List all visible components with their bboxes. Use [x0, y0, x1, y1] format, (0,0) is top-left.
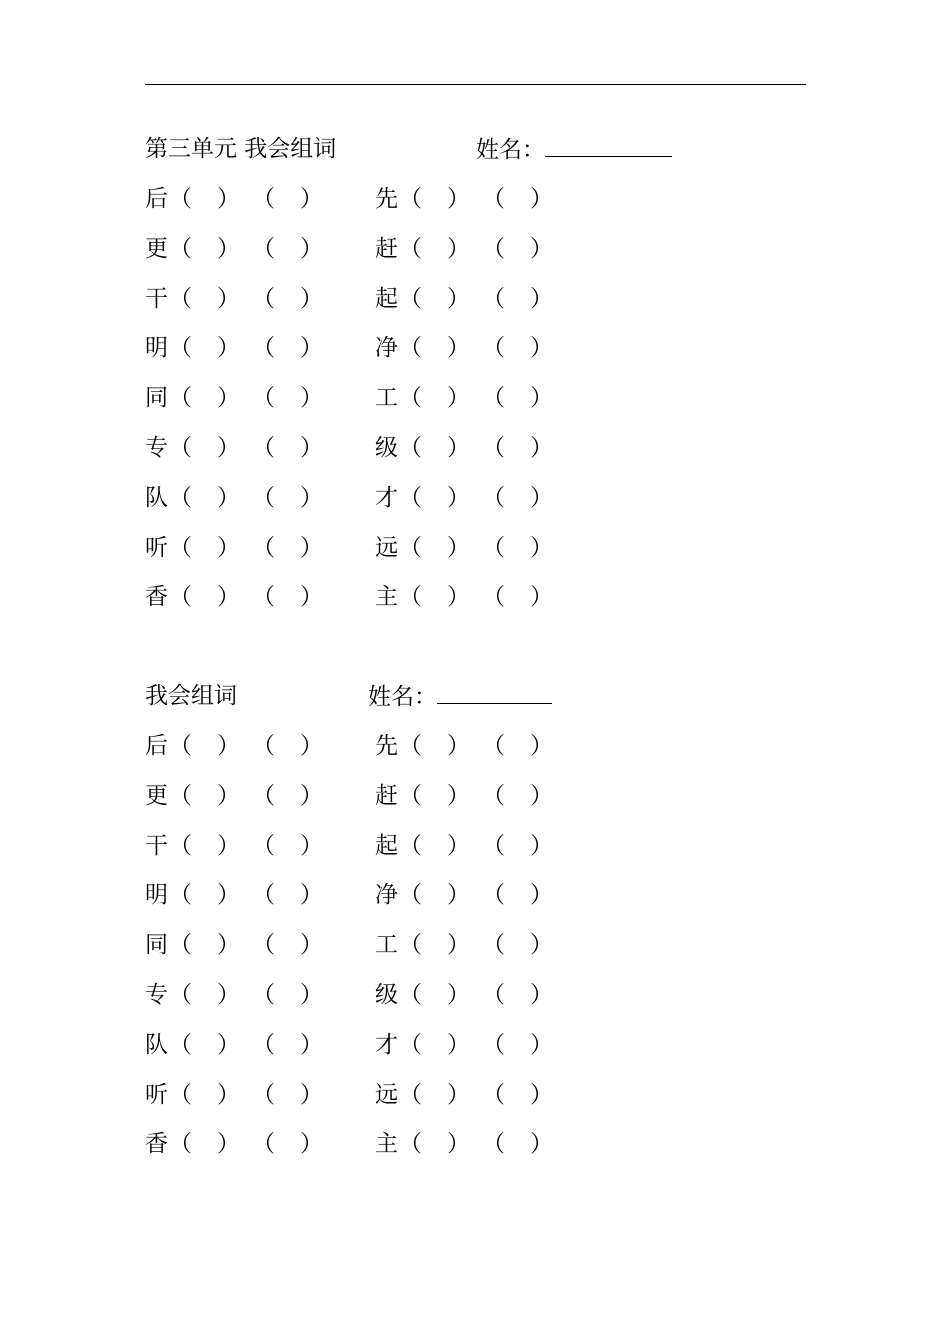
- answer-blank-close[interactable]: ）: [530, 435, 553, 461]
- answer-blank-close[interactable]: ）: [300, 1131, 323, 1158]
- section2-title: [145, 681, 237, 711]
- answer-blank-open[interactable]: （: [399, 335, 422, 362]
- answer-blank-close[interactable]: ）: [447, 932, 470, 959]
- answer-blank-close[interactable]: ）: [217, 782, 240, 809]
- answer-blank-open[interactable]: （: [169, 932, 192, 959]
- section1-row: [145, 533, 565, 563]
- answer-blank-close[interactable]: ）: [300, 385, 323, 412]
- answer-blank-open[interactable]: （: [482, 1031, 505, 1058]
- answer-blank-close[interactable]: ）: [217, 932, 240, 959]
- answer-blank-open[interactable]: （: [252, 832, 275, 859]
- answer-blank-close[interactable]: ）: [217, 733, 240, 759]
- answer-blank-close[interactable]: ）: [447, 882, 470, 909]
- answer-blank-open[interactable]: （: [252, 534, 275, 561]
- answer-blank-open[interactable]: （: [169, 1131, 192, 1158]
- answer-blank-open[interactable]: （: [399, 534, 422, 561]
- answer-blank-close[interactable]: ）: [300, 832, 323, 859]
- section2-row: [145, 1080, 565, 1110]
- answer-blank-open[interactable]: （: [482, 385, 505, 412]
- right-char: 主: [375, 584, 398, 611]
- answer-blank-open[interactable]: （: [169, 1081, 192, 1108]
- answer-blank-open[interactable]: （: [399, 484, 422, 511]
- answer-blank-close[interactable]: ）: [300, 782, 323, 809]
- answer-blank-open[interactable]: （: [252, 186, 275, 212]
- answer-blank-open[interactable]: （: [169, 584, 192, 611]
- answer-blank-close[interactable]: ）: [447, 1031, 470, 1058]
- left-char: 明: [145, 335, 168, 362]
- answer-blank-close[interactable]: ）: [300, 1031, 323, 1058]
- answer-blank-open[interactable]: （: [482, 335, 505, 362]
- answer-blank-close[interactable]: ）: [447, 285, 470, 312]
- answer-blank-open[interactable]: （: [252, 484, 275, 511]
- left-char: 后: [145, 186, 168, 212]
- answer-blank-close[interactable]: ）: [530, 733, 553, 759]
- left-char: 明: [145, 882, 168, 909]
- answer-blank-close[interactable]: ）: [530, 982, 553, 1008]
- answer-blank-open[interactable]: （: [482, 782, 505, 809]
- answer-blank-close[interactable]: ）: [217, 584, 240, 611]
- section2-row: [145, 781, 565, 811]
- answer-blank-open[interactable]: （: [252, 782, 275, 809]
- answer-blank-open[interactable]: （: [252, 1131, 275, 1158]
- answer-blank-close[interactable]: ）: [530, 285, 553, 312]
- section1-name-blank[interactable]: [545, 134, 672, 157]
- answer-blank-close[interactable]: ）: [530, 186, 553, 212]
- answer-blank-open[interactable]: （: [169, 484, 192, 511]
- answer-blank-open[interactable]: （: [399, 1131, 422, 1158]
- answer-blank-open[interactable]: （: [169, 435, 192, 461]
- answer-blank-close[interactable]: ）: [530, 235, 553, 262]
- answer-blank-open[interactable]: （: [482, 584, 505, 611]
- answer-blank-open[interactable]: （: [252, 235, 275, 262]
- section1-row: [145, 433, 565, 463]
- answer-blank-close[interactable]: ）: [217, 484, 240, 511]
- answer-blank-open[interactable]: （: [399, 932, 422, 959]
- answer-blank-close[interactable]: ）: [447, 186, 470, 212]
- answer-blank-close[interactable]: ）: [447, 435, 470, 461]
- right-char: 赶: [375, 782, 398, 809]
- answer-blank-open[interactable]: （: [252, 285, 275, 312]
- answer-blank-close[interactable]: ）: [217, 832, 240, 859]
- left-char: 专: [145, 982, 168, 1008]
- left-char: 更: [145, 235, 168, 262]
- section2-row: [145, 831, 565, 861]
- answer-blank-close[interactable]: ）: [530, 484, 553, 511]
- answer-blank-open[interactable]: （: [169, 186, 192, 212]
- answer-blank-close[interactable]: ）: [217, 335, 240, 362]
- answer-blank-close[interactable]: ）: [217, 982, 240, 1008]
- answer-blank-close[interactable]: ）: [530, 1081, 553, 1108]
- answer-blank-open[interactable]: （: [399, 782, 422, 809]
- answer-blank-close[interactable]: ）: [447, 484, 470, 511]
- answer-blank-open[interactable]: （: [482, 1081, 505, 1108]
- answer-blank-close[interactable]: ）: [530, 932, 553, 959]
- answer-blank-open[interactable]: （: [252, 435, 275, 461]
- answer-blank-open[interactable]: （: [399, 385, 422, 412]
- section1-row: [145, 333, 565, 363]
- answer-blank-open[interactable]: （: [399, 285, 422, 312]
- right-char: 工: [375, 932, 398, 959]
- section2-name-blank[interactable]: [437, 681, 552, 704]
- right-char: 先: [375, 186, 398, 212]
- section2-row: [145, 930, 565, 960]
- answer-blank-open[interactable]: （: [399, 982, 422, 1008]
- answer-blank-open[interactable]: （: [399, 186, 422, 212]
- answer-blank-open[interactable]: （: [399, 584, 422, 611]
- section2-row: [145, 880, 565, 910]
- answer-blank-close[interactable]: ）: [300, 235, 323, 262]
- answer-blank-close[interactable]: ）: [300, 882, 323, 909]
- answer-blank-close[interactable]: ）: [447, 584, 470, 611]
- left-char: 干: [145, 832, 168, 859]
- section1-row: [145, 383, 565, 413]
- answer-blank-close[interactable]: ）: [530, 1031, 553, 1058]
- answer-blank-close[interactable]: ）: [300, 484, 323, 511]
- section2-name-label: 姓名：: [368, 684, 437, 710]
- answer-blank-close[interactable]: ）: [530, 584, 553, 611]
- answer-blank-close[interactable]: ）: [217, 1131, 240, 1158]
- answer-blank-close[interactable]: ）: [447, 782, 470, 809]
- answer-blank-close[interactable]: ）: [447, 1131, 470, 1158]
- answer-blank-close[interactable]: ）: [300, 1081, 323, 1108]
- answer-blank-open[interactable]: （: [399, 733, 422, 759]
- left-char: 香: [145, 584, 168, 611]
- answer-blank-open[interactable]: （: [169, 1031, 192, 1058]
- answer-blank-open[interactable]: （: [482, 285, 505, 312]
- left-char: 听: [145, 534, 168, 561]
- right-char: 主: [375, 1131, 398, 1158]
- answer-blank-close[interactable]: ）: [217, 235, 240, 262]
- right-char: 净: [375, 335, 398, 362]
- right-char: 远: [375, 1081, 398, 1108]
- section2-title-text: 我会组词: [145, 683, 237, 709]
- answer-blank-close[interactable]: ）: [447, 733, 470, 759]
- section2-name-field: [368, 681, 552, 712]
- answer-blank-open[interactable]: （: [252, 385, 275, 412]
- answer-blank-open[interactable]: （: [482, 832, 505, 859]
- left-char: 同: [145, 932, 168, 959]
- answer-blank-close[interactable]: ）: [300, 186, 323, 212]
- answer-blank-close[interactable]: ）: [530, 832, 553, 859]
- answer-blank-open[interactable]: （: [169, 982, 192, 1008]
- section1-row: [145, 184, 565, 214]
- answer-blank-close[interactable]: ）: [447, 832, 470, 859]
- section1-row: [145, 483, 565, 513]
- answer-blank-open[interactable]: （: [399, 832, 422, 859]
- answer-blank-open[interactable]: （: [482, 733, 505, 759]
- right-char: 级: [375, 982, 398, 1008]
- answer-blank-open[interactable]: （: [482, 435, 505, 461]
- answer-blank-close[interactable]: ）: [217, 385, 240, 412]
- section2-row: [145, 1129, 565, 1159]
- answer-blank-open[interactable]: （: [169, 832, 192, 859]
- answer-blank-open[interactable]: （: [169, 534, 192, 561]
- answer-blank-open[interactable]: （: [169, 733, 192, 759]
- answer-blank-close[interactable]: ）: [217, 435, 240, 461]
- left-char: 更: [145, 782, 168, 809]
- right-char: 先: [375, 733, 398, 759]
- answer-blank-open[interactable]: （: [399, 1031, 422, 1058]
- answer-blank-open[interactable]: （: [399, 235, 422, 262]
- answer-blank-open[interactable]: （: [252, 733, 275, 759]
- answer-blank-open[interactable]: （: [252, 982, 275, 1008]
- answer-blank-open[interactable]: （: [482, 186, 505, 212]
- right-char: 工: [375, 385, 398, 412]
- answer-blank-open[interactable]: （: [482, 882, 505, 909]
- section1-title-text: 第三单元 我会组词: [145, 136, 337, 162]
- right-char: 远: [375, 534, 398, 561]
- answer-blank-open[interactable]: （: [169, 285, 192, 312]
- answer-blank-close[interactable]: ）: [530, 385, 553, 412]
- answer-blank-close[interactable]: ）: [447, 1081, 470, 1108]
- answer-blank-close[interactable]: ）: [300, 534, 323, 561]
- answer-blank-open[interactable]: （: [399, 1081, 422, 1108]
- answer-blank-close[interactable]: ）: [447, 982, 470, 1008]
- answer-blank-open[interactable]: （: [482, 484, 505, 511]
- section1-title: [145, 134, 336, 164]
- answer-blank-close[interactable]: ）: [447, 385, 470, 412]
- answer-blank-close[interactable]: ）: [300, 584, 323, 611]
- left-char: 后: [145, 733, 168, 759]
- right-char: 起: [375, 832, 398, 859]
- answer-blank-open[interactable]: （: [399, 435, 422, 461]
- section1-row: [145, 234, 565, 264]
- left-char: 香: [145, 1131, 168, 1158]
- answer-blank-close[interactable]: ）: [447, 235, 470, 262]
- answer-blank-open[interactable]: （: [252, 932, 275, 959]
- answer-blank-close[interactable]: ）: [217, 882, 240, 909]
- section2-row: [145, 731, 565, 761]
- section1-name-field: [476, 134, 672, 165]
- answer-blank-open[interactable]: （: [252, 882, 275, 909]
- right-char: 起: [375, 285, 398, 312]
- left-char: 专: [145, 435, 168, 461]
- answer-blank-close[interactable]: ）: [300, 285, 323, 312]
- left-char: 队: [145, 484, 168, 511]
- answer-blank-close[interactable]: ）: [447, 534, 470, 561]
- answer-blank-open[interactable]: （: [252, 1081, 275, 1108]
- left-char: 同: [145, 385, 168, 412]
- section1-row: [145, 284, 565, 314]
- answer-blank-close[interactable]: ）: [217, 534, 240, 561]
- answer-blank-close[interactable]: ）: [300, 335, 323, 362]
- answer-blank-open[interactable]: （: [482, 1131, 505, 1158]
- answer-blank-close[interactable]: ）: [217, 285, 240, 312]
- right-char: 才: [375, 484, 398, 511]
- answer-blank-open[interactable]: （: [482, 982, 505, 1008]
- answer-blank-close[interactable]: ）: [530, 335, 553, 362]
- answer-blank-close[interactable]: ）: [300, 932, 323, 959]
- answer-blank-open[interactable]: （: [252, 1031, 275, 1058]
- section2-row: [145, 980, 565, 1010]
- answer-blank-close[interactable]: ）: [217, 1031, 240, 1058]
- answer-blank-open[interactable]: （: [169, 335, 192, 362]
- answer-blank-close[interactable]: ）: [217, 186, 240, 212]
- section1-row: [145, 582, 565, 612]
- answer-blank-close[interactable]: ）: [447, 335, 470, 362]
- left-char: 队: [145, 1031, 168, 1058]
- right-char: 赶: [375, 235, 398, 262]
- answer-blank-close[interactable]: ）: [530, 1131, 553, 1158]
- answer-blank-open[interactable]: （: [482, 534, 505, 561]
- answer-blank-open[interactable]: （: [252, 584, 275, 611]
- right-char: 净: [375, 882, 398, 909]
- answer-blank-open[interactable]: （: [169, 235, 192, 262]
- top-rule: [145, 84, 806, 85]
- answer-blank-close[interactable]: ）: [300, 733, 323, 759]
- answer-blank-open[interactable]: （: [399, 882, 422, 909]
- answer-blank-open[interactable]: （: [482, 932, 505, 959]
- answer-blank-open[interactable]: （: [169, 385, 192, 412]
- answer-blank-close[interactable]: ）: [530, 882, 553, 909]
- answer-blank-open[interactable]: （: [482, 235, 505, 262]
- answer-blank-close[interactable]: ）: [300, 982, 323, 1008]
- answer-blank-open[interactable]: （: [169, 882, 192, 909]
- answer-blank-close[interactable]: ）: [300, 435, 323, 461]
- answer-blank-close[interactable]: ）: [217, 1081, 240, 1108]
- answer-blank-open[interactable]: （: [252, 335, 275, 362]
- answer-blank-close[interactable]: ）: [530, 534, 553, 561]
- section1-name-label: 姓名：: [476, 137, 545, 163]
- left-char: 干: [145, 285, 168, 312]
- answer-blank-close[interactable]: ）: [530, 782, 553, 809]
- right-char: 才: [375, 1031, 398, 1058]
- section2-row: [145, 1030, 565, 1060]
- left-char: 听: [145, 1081, 168, 1108]
- right-char: 级: [375, 435, 398, 461]
- answer-blank-open[interactable]: （: [169, 782, 192, 809]
